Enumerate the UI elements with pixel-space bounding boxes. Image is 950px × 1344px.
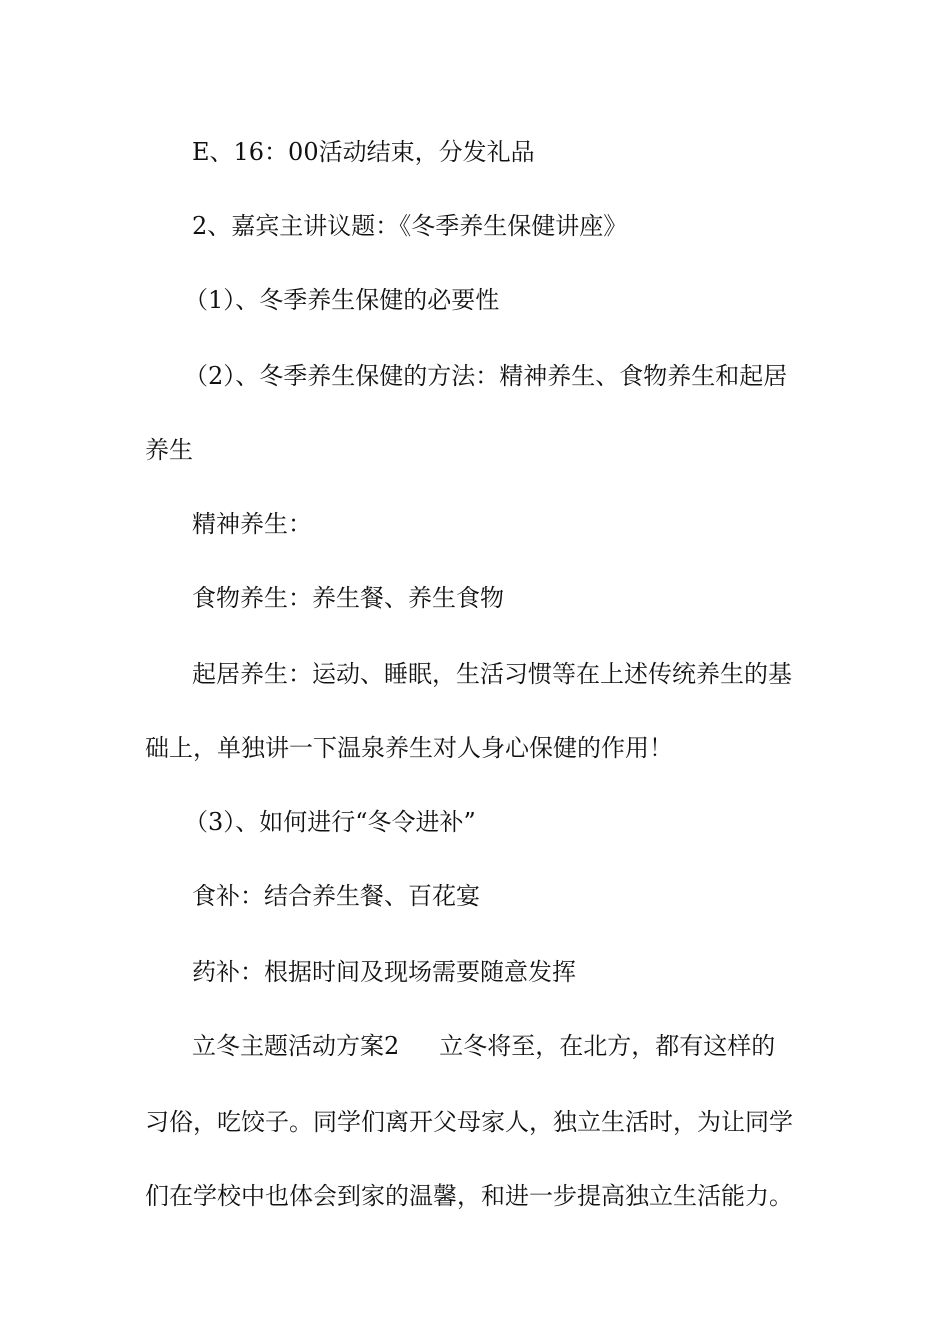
section-heading-line xyxy=(192,1026,950,1066)
text-line-5: 养生 xyxy=(145,436,193,464)
text-line-11: 食补：结合养生餐、百花宴 xyxy=(192,882,480,910)
text-line-14: 习俗，吃饺子。同学们离开父母家人，独立生活时，为让同学 xyxy=(145,1108,793,1136)
text-line-9: 础上，单独讲一下温泉养生对人身心保健的作用！ xyxy=(145,734,673,762)
text-line-7: 食物养生：养生餐、养生食物 xyxy=(192,584,504,612)
section-title: 立冬主题活动方案2 xyxy=(192,1032,400,1060)
text-line-2: 2、嘉宾主讲议题：《冬季养生保健讲座》 xyxy=(192,212,628,240)
text-line-15: 们在学校中也体会到家的温馨，和进一步提高独立生活能力。 xyxy=(145,1182,793,1210)
section-first-line: 立冬将至，在北方，都有这样的 xyxy=(439,1032,776,1060)
text-line-3: （1）、冬季养生保健的必要性 xyxy=(184,286,500,314)
text-line-1: E、16：00活动结束，分发礼品 xyxy=(192,138,535,166)
text-line-4: （2）、冬季养生保健的方法：精神养生、食物养生和起居 xyxy=(184,362,788,390)
text-line-10: （3）、如何进行“冬令进补” xyxy=(184,808,476,836)
text-line-12: 药补：根据时间及现场需要随意发挥 xyxy=(192,958,576,986)
text-line-6: 精神养生： xyxy=(192,510,312,538)
text-line-8: 起居养生：运动、睡眠，生活习惯等在上述传统养生的基 xyxy=(192,660,792,688)
